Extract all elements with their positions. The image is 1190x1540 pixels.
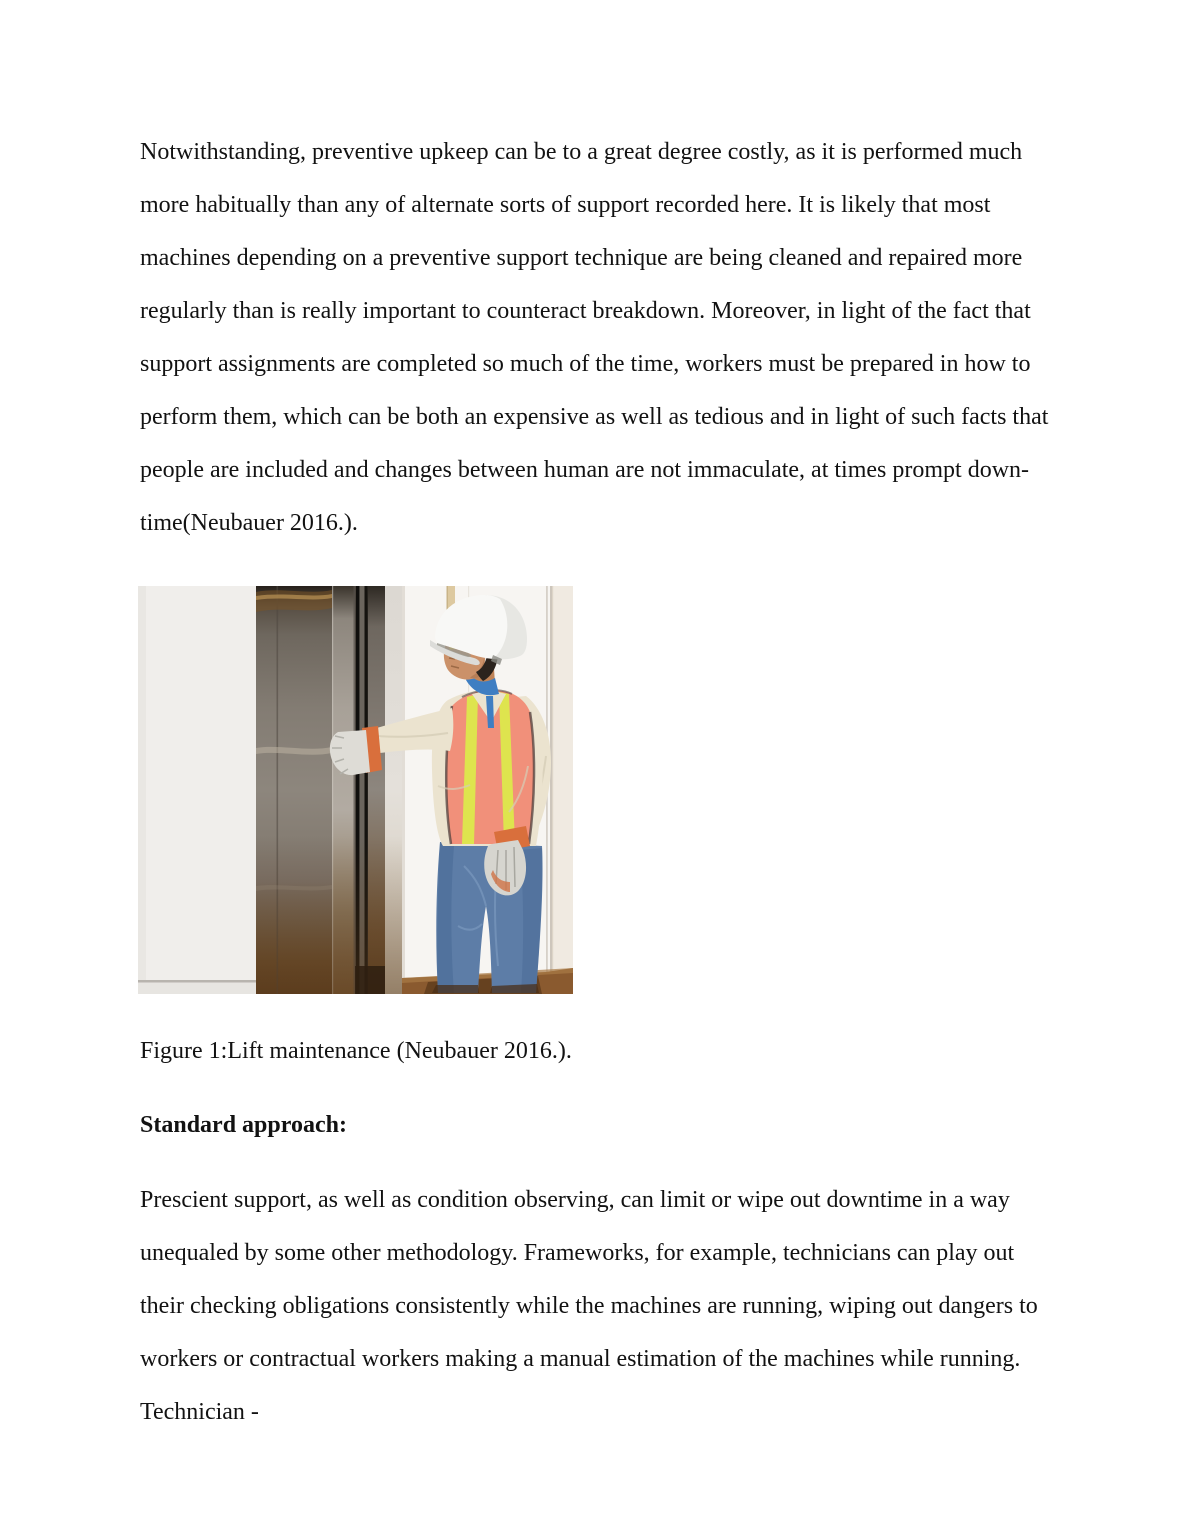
page-content [140,0,1055,1439]
section-heading: Standard approach: [140,1112,347,1138]
figure-1 [138,586,1055,994]
lift-maintenance-photo [138,586,573,994]
figure-caption: Figure 1:Lift maintenance (Neubauer 2016.). [140,1038,572,1064]
paragraph-preventive-upkeep: Notwithstanding, preventive upkeep can be to a great degree costly, as it is performed much more habitually than any of alternate sorts of support recorded here. It is likely that most machines depending on a preventive support technique are being cleaned and repaired more regularly than is really important to counteract breakdown. Moreover, in light of the fact that support assignments are completed so much of the time, workers must be prepared in how to perform them, which can be both an expensive as well as tedious and in light of such facts that people are included and changes between human are not immaculate, at times prompt down-time(Neubauer 2016.). [140,139,1049,536]
paragraph-prescient-support: Prescient support, as well as condition observing, can limit or wipe out downtime in a way unequaled by some other methodology. Frameworks, for example, technicians can play out their checking obligations consistently while the machines are running, wiping out dangers to workers or contractual workers making a manual estimation of the machines while running. Technician - [140,1187,1038,1425]
